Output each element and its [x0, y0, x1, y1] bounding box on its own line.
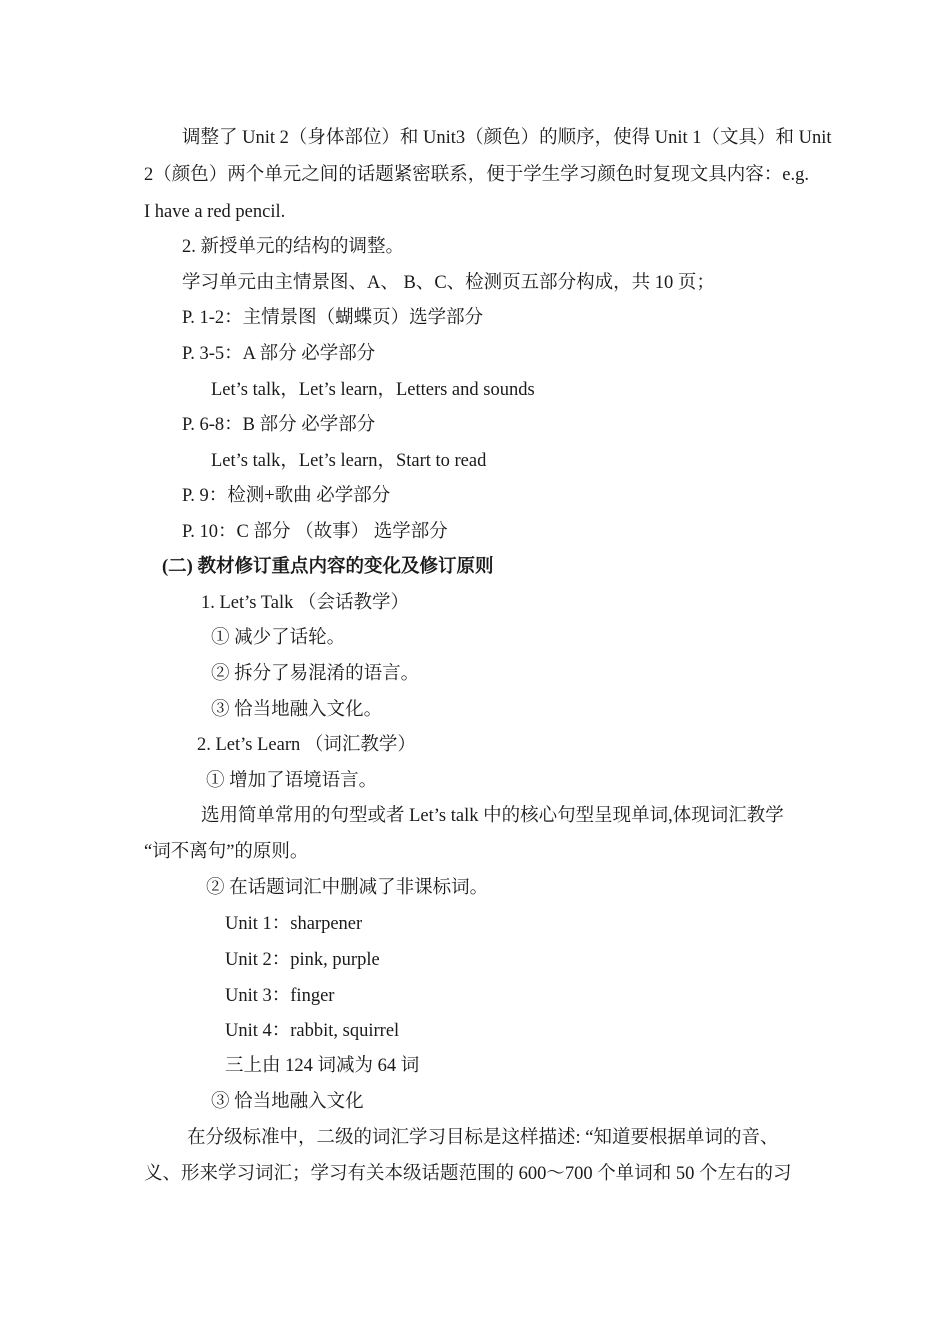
- talk-item-2: ② 拆分了易混淆的语言。: [211, 664, 420, 684]
- structure-page-9: P. 9：检测+歌曲 必学部分: [182, 486, 391, 506]
- intro-line-3: I have a red pencil.: [144, 202, 286, 222]
- structure-page-6-8: P. 6-8：B 部分 必学部分: [182, 415, 376, 435]
- structure-page-3-5-sections: Let’s talk，Let’s learn，Letters and sounds: [211, 380, 535, 400]
- standard-line-1: 在分级标准中，二级的词汇学习目标是这样描述: “知道要根据单词的音、: [187, 1128, 779, 1148]
- standard-line-2: 义、形来学习词汇；学习有关本级话题范围的 600～700 个单词和 50 个左右的习: [144, 1164, 792, 1184]
- structure-page-3-5: P. 3-5：A 部分 必学部分: [182, 344, 376, 364]
- word-reduction: 三上由 124 词减为 64 词: [225, 1056, 420, 1076]
- talk-item-3: ③ 恰当地融入文化。: [211, 700, 383, 720]
- learn-title: 2. Let’s Learn （词汇教学）: [197, 735, 416, 755]
- unit-2-words: Unit 2：pink, purple: [225, 950, 380, 970]
- unit-4-words: Unit 4：rabbit, squirrel: [225, 1021, 400, 1041]
- learn-paragraph-line-1: 选用简单常用的句型或者 Let’s talk 中的核心句型呈现单词,体现词汇教学: [201, 806, 784, 826]
- intro-line-2: 2（颜色）两个单元之间的话题紧密联系，便于学生学习颜色时复现文具内容：e.g.: [144, 165, 809, 185]
- structure-page-6-8-sections: Let’s talk，Let’s learn，Start to read: [211, 451, 487, 471]
- section-heading: (二) 教材修订重点内容的变化及修订原则: [162, 557, 494, 577]
- learn-item-1: ① 增加了语境语言。: [206, 771, 378, 791]
- talk-title: 1. Let’s Talk （会话教学）: [201, 593, 410, 613]
- learn-item-3: ③ 恰当地融入文化: [211, 1092, 364, 1112]
- structure-heading: 2. 新授单元的结构的调整。: [182, 237, 405, 257]
- learn-paragraph-line-2: “词不离句”的原则。: [144, 842, 309, 862]
- unit-1-words: Unit 1：sharpener: [225, 914, 363, 934]
- learn-item-2: ② 在话题词汇中删减了非课标词。: [206, 878, 489, 898]
- structure-summary: 学习单元由主情景图、A、 B、C、检测页五部分构成，共 10 页；: [182, 273, 715, 293]
- structure-page-1-2: P. 1-2：主情景图（蝴蝶页）选学部分: [182, 308, 484, 328]
- talk-item-1: ① 减少了话轮。: [211, 628, 346, 648]
- unit-3-words: Unit 3：finger: [225, 986, 335, 1006]
- structure-page-10: P. 10：C 部分 （故事） 选学部分: [182, 522, 448, 542]
- intro-line-1: 调整了 Unit 2（身体部位）和 Unit3（颜色）的顺序，使得 Unit 1（文具）和 Unit: [182, 128, 832, 148]
